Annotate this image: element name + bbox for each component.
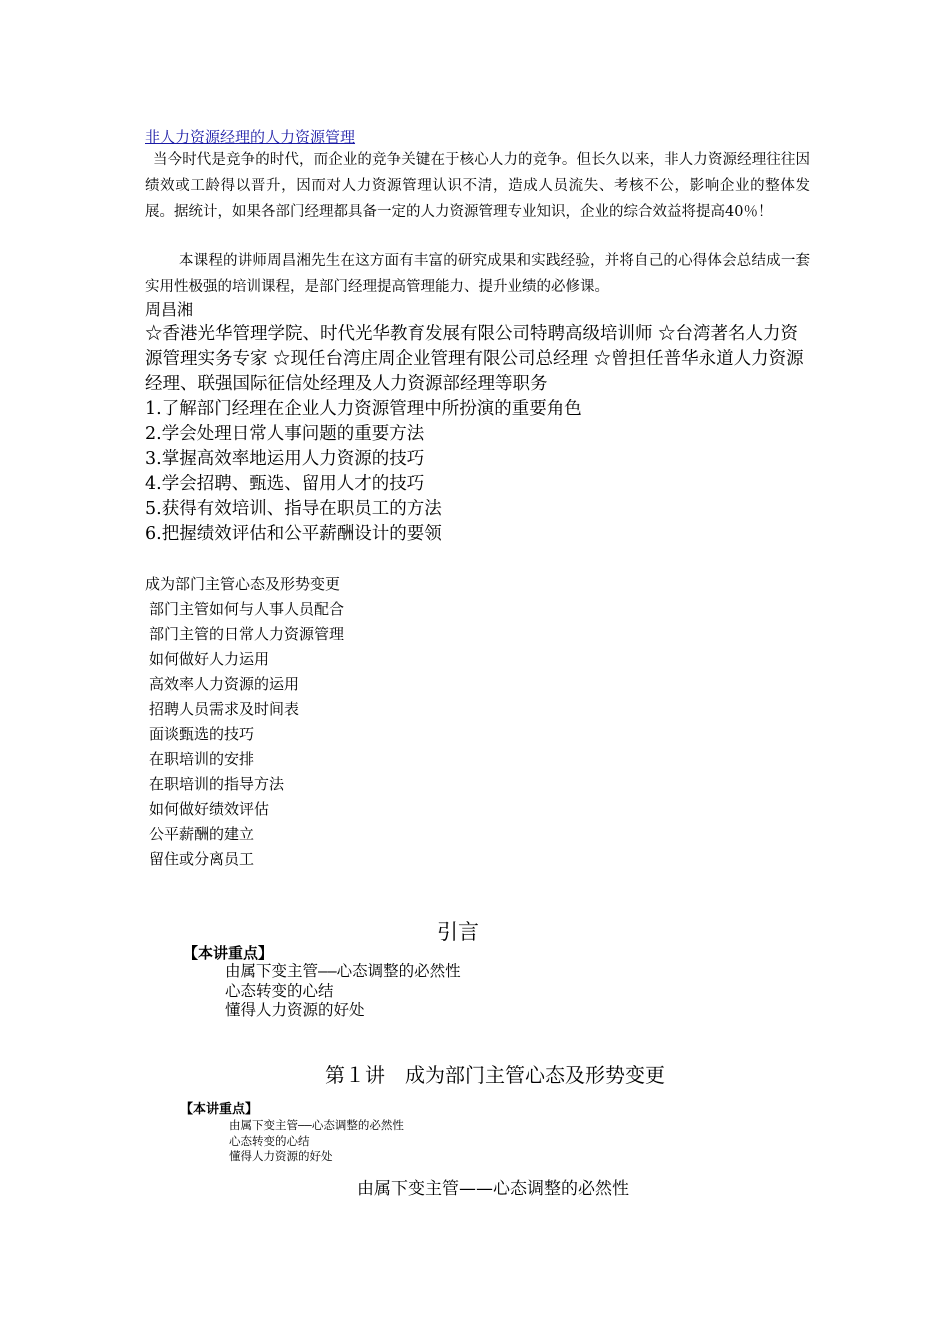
objective-item: 5.获得有效培训、指导在职员工的方法 <box>145 499 442 519</box>
key-point-item: 懂得人力资源的好处 <box>225 1001 365 1019</box>
outline-item: 如何做好人力运用 <box>149 650 270 668</box>
course-outline <box>149 597 344 872</box>
section-heading: 由属下变主管——心态调整的必然性 <box>357 1179 629 1199</box>
objective-item: 1.了解部门经理在企业人力资源管理中所扮演的重要角色 <box>145 399 582 419</box>
outline-title: 成为部门主管心态及形势变更 <box>145 575 341 593</box>
lecture-1-key-points-label: 【本讲重点】 <box>180 1102 259 1117</box>
objective-item: 3.掌握高效率地运用人力资源的技巧 <box>145 449 425 469</box>
intro-heading: 引言 <box>437 920 479 944</box>
outline-item: 部门主管如何与人事人员配合 <box>149 600 345 618</box>
objective-item: 6.把握绩效评估和公平薪酬设计的要领 <box>145 524 442 544</box>
lecture-1-key-points <box>229 1118 404 1165</box>
objective-item: 2.学会处理日常人事问题的重要方法 <box>145 424 425 444</box>
outline-item: 在职培训的指导方法 <box>149 775 285 793</box>
outline-item: 如何做好绩效评估 <box>149 800 270 818</box>
author-bio: ☆香港光华管理学院、时代光华教育发展有限公司特聘高级培训师 ☆台湾著名人力资源管理实务专家 ☆现任台湾庄周企业管理有限公司总经理 ☆曾担任普华永道人力资源经理、联强国际征信处经理及人力资源部经理等职务 <box>145 324 804 394</box>
author-name: 周昌湘 <box>145 300 194 319</box>
key-point-item: 由属下变主管——心态调整的必然性 <box>225 962 461 980</box>
outline-item: 留住或分离员工 <box>149 850 255 868</box>
intro-paragraph-2: 本课程的讲师周昌湘先生在这方面有丰富的研究成果和实践经验，并将自己的心得体会总结成一套实用性极强的培训课程，是部门经理提高管理能力、提升业绩的必修课。 <box>145 253 810 295</box>
intro-key-points-label: 【本讲重点】 <box>183 944 274 962</box>
outline-item: 面谈甄选的技巧 <box>149 725 255 743</box>
lecture-1-heading: 第１讲 成为部门主管心态及形势变更 <box>325 1063 665 1087</box>
course-title-link[interactable]: 非人力资源经理的人力资源管理 <box>145 128 356 146</box>
objective-item: 4.学会招聘、甄选、留用人才的技巧 <box>145 474 425 494</box>
outline-item: 公平薪酬的建立 <box>149 825 255 843</box>
intro-paragraph-1: 当今时代是竞争的时代，而企业的竞争关键在于核心人力的竞争。但长久以来，非人力资源经理往往因绩效或工龄得以晋升，因而对人力资源管理认识不清，造成人员流失、考核不公，影响企业的整体发展。据统计，如果各部门经理都具备一定的人力资源管理专业知识，企业的综合效益将提高40％！ <box>145 152 810 220</box>
outline-item: 部门主管的日常人力资源管理 <box>149 625 345 643</box>
outline-item: 高效率人力资源的运用 <box>149 675 300 693</box>
key-point-item: 心态转变的心结 <box>229 1133 310 1148</box>
outline-item: 招聘人员需求及时间表 <box>149 700 300 718</box>
outline-item: 在职培训的安排 <box>149 750 255 768</box>
key-point-item: 懂得人力资源的好处 <box>229 1149 333 1163</box>
intro-key-points <box>225 962 461 1021</box>
course-objectives <box>145 397 582 547</box>
key-point-item: 心态转变的心结 <box>225 981 334 1000</box>
key-point-item: 由属下变主管——心态调整的必然性 <box>229 1118 404 1132</box>
